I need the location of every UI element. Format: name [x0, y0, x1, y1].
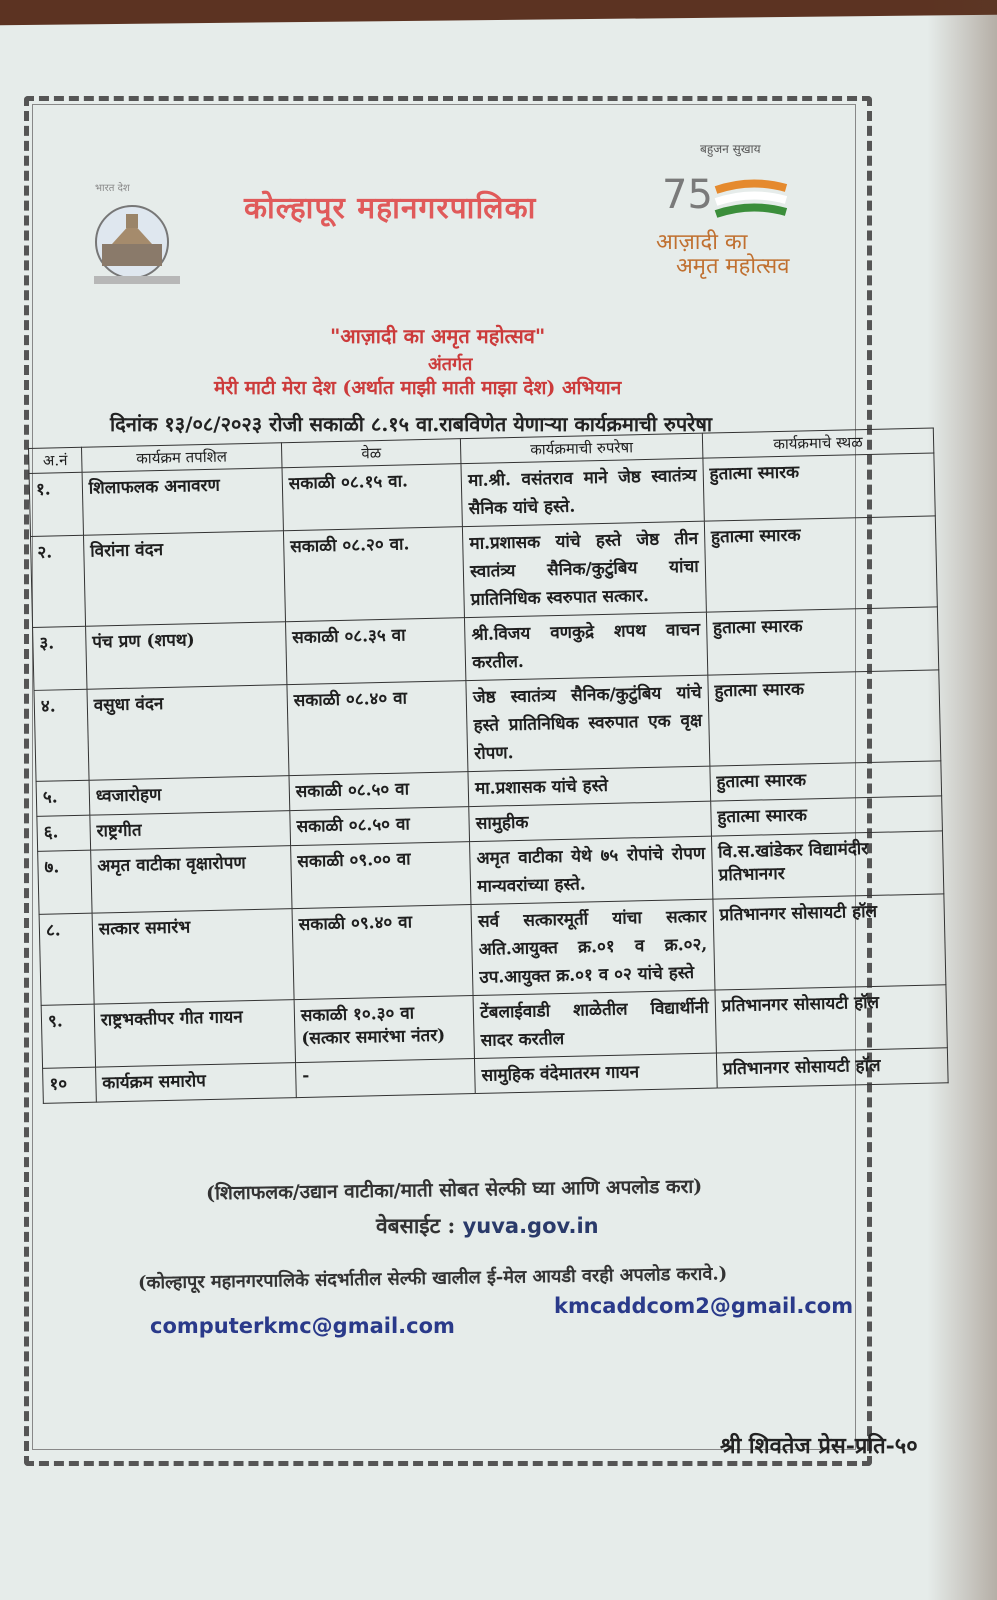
row-time: सकाळी ०९.४० वा: [292, 905, 473, 1000]
under-heading: अंतर्गत: [428, 354, 473, 375]
schedule-heading: दिनांक १३/०८/२०२३ रोजी सकाळी ८.१५ वा.राबविणेत येणाऱ्या कार्यक्रमाची रुपरेषा: [110, 412, 713, 436]
row-serial: ८.: [39, 913, 94, 1005]
row-program: पंच प्रण (शपथ): [85, 622, 286, 690]
municipal-emblem-icon: [82, 204, 190, 294]
selfie-note: (शिलाफलक/उद्यान वाटीका/माती सोबत सेल्फी घ्या आणि अपलोड करा): [205, 1175, 703, 1205]
row-program: ध्वजारोहण: [89, 776, 290, 816]
row-time: सकाळी ०८.५० वा: [289, 772, 469, 811]
row-venue: हुतात्मा स्मारक: [706, 607, 939, 675]
svg-text:75: 75: [662, 172, 713, 218]
row-venue: प्रतिभानगर सोसायटी हॉल: [716, 1048, 948, 1088]
row-time: सकाळी ०८.३५ वा: [285, 618, 466, 685]
row-serial: ४.: [34, 689, 89, 781]
row-outline: सामुहिक वंदेमातरम गायन: [475, 1053, 717, 1093]
row-program: शिलाफलक अनावरण: [82, 468, 283, 536]
header-time: वेळ: [281, 439, 461, 468]
row-program: राष्ट्रगीत: [90, 811, 291, 851]
row-program: अमृत वाटीका वृक्षारोपण: [90, 846, 291, 914]
row-time: सकाळी ०८.५० वा: [290, 807, 470, 846]
row-serial: ५.: [36, 780, 90, 816]
email-note: (कोल्हापूर महानगरपालिके संदर्भातील सेल्फी खालील ई-मेल आयडी वरही अपलोड करावे.): [137, 1263, 728, 1294]
row-serial: २.: [31, 535, 86, 627]
website-line: [376, 1212, 599, 1240]
row-venue: हुतात्मा स्मारक: [704, 516, 937, 612]
row-program: राष्ट्रभक्तीपर गीत गायन: [94, 1000, 295, 1068]
row-serial: ७.: [38, 850, 92, 914]
website-label: वेबसाईट :: [376, 1213, 456, 1238]
row-venue: प्रतिभानगर सोसायटी हॉल: [715, 985, 948, 1053]
row-program: विरांना वंदन: [83, 531, 285, 627]
website-link[interactable]: yuva.gov.in: [462, 1214, 599, 1238]
row-time: सकाळी ०८.१५ वा.: [282, 464, 463, 531]
row-outline: अमृत वाटीका येथे ७५ रोपांचे रोपण मान्यवरांच्या हस्ते.: [470, 836, 713, 904]
row-venue: प्रतिभानगर सोसायटी हॉल: [713, 894, 946, 990]
printer-credit: श्री शिवतेज प्रेस-प्रति-५०: [720, 1433, 918, 1459]
row-outline: मा.श्री. वसंतराव माने जेष्ठ स्वातंत्र्य सैनिक यांचे हस्ते.: [461, 458, 704, 526]
row-outline: मा.प्रशासक यांचे हस्ते: [468, 766, 710, 806]
campaign-heading: "आज़ादी का अमृत महोत्सव": [330, 324, 546, 348]
logo-top-text: बहुजन सुखाय: [700, 142, 761, 156]
row-time: सकाळी ०८.४० वा: [287, 681, 468, 776]
row-program: वसुधा वंदन: [87, 685, 289, 781]
campaign-subtitle: मेरी माटी मेरा देश (अर्थात माझी माती माझा देश) अभियान: [214, 377, 622, 399]
header-venue: कार्यक्रमाचे स्थळ: [702, 428, 934, 458]
row-outline: सर्व सत्कारमूर्ती यांचा सत्कार अति.आयुक्त क्र.०१ व क्र.०२, उप.आयुक्त क्र.०१ व ०२ यांचे हस्ते: [471, 899, 715, 995]
row-venue: वि.स.खांडेकर विद्यामंदीर प्रतिभानगर: [711, 831, 944, 899]
header-program: कार्यक्रम तपशिल: [81, 443, 282, 473]
row-venue: हुतात्मा स्मारक: [708, 670, 941, 766]
row-venue: हुतात्मा स्मारक: [710, 796, 942, 836]
row-serial: ९.: [41, 1004, 95, 1068]
header-serial: अ.नं: [29, 447, 82, 473]
row-outline: सामुहीक: [469, 801, 711, 841]
row-outline: मा.प्रशासक यांचे हस्ते जेष्ठ तीन स्वातंत्र्य सैनिक/कुटुंबिय यांचा प्रातिनिधिक स्वरुपात सत्कार.: [463, 521, 707, 617]
row-outline: टेंबलाईवाडी शाळेतील विद्यार्थीनी सादर करतील: [473, 990, 716, 1058]
emblem-top-text: भारत देश: [95, 183, 130, 194]
row-program: कार्यक्रम समारोप: [95, 1063, 296, 1103]
row-time: सकाळी १०.३० वा (सत्कार समारंभा नंतर): [294, 996, 475, 1063]
row-outline: जेष्ठ स्वातंत्र्य सैनिक/कुटुंबिय यांचे हस्ते प्रातिनिधिक स्वरुपात एक वृक्ष रोपण.: [466, 675, 710, 771]
logo-text-line2: अमृत महोत्सव: [676, 254, 790, 279]
row-program: सत्कार समारंभ: [92, 909, 294, 1005]
row-serial: ३.: [33, 626, 87, 690]
email-link-2[interactable]: kmcaddcom2@gmail.com: [554, 1294, 854, 1318]
row-serial: १०: [43, 1067, 97, 1103]
row-serial: १.: [29, 472, 83, 536]
row-time: सकाळी ०९.०० वा: [291, 842, 472, 909]
logo-text-line1: आज़ादी का: [656, 230, 748, 255]
row-venue: हुतात्मा स्मारक: [710, 761, 942, 801]
schedule-table: [28, 427, 949, 1103]
row-time: सकाळी ०८.२० वा.: [283, 527, 464, 622]
row-venue: हुतात्मा स्मारक: [703, 453, 936, 521]
email-link-1[interactable]: computerkmc@gmail.com: [150, 1314, 455, 1338]
row-time: -: [295, 1059, 475, 1098]
page-title: कोल्हापूर महानगरपालिका: [244, 191, 537, 226]
header-outline: कार्यक्रमाची रुपरेषा: [461, 433, 703, 463]
row-serial: ६.: [37, 815, 91, 851]
row-outline: श्री.विजय वणकुद्रे शपथ वाचन करतील.: [465, 612, 708, 680]
